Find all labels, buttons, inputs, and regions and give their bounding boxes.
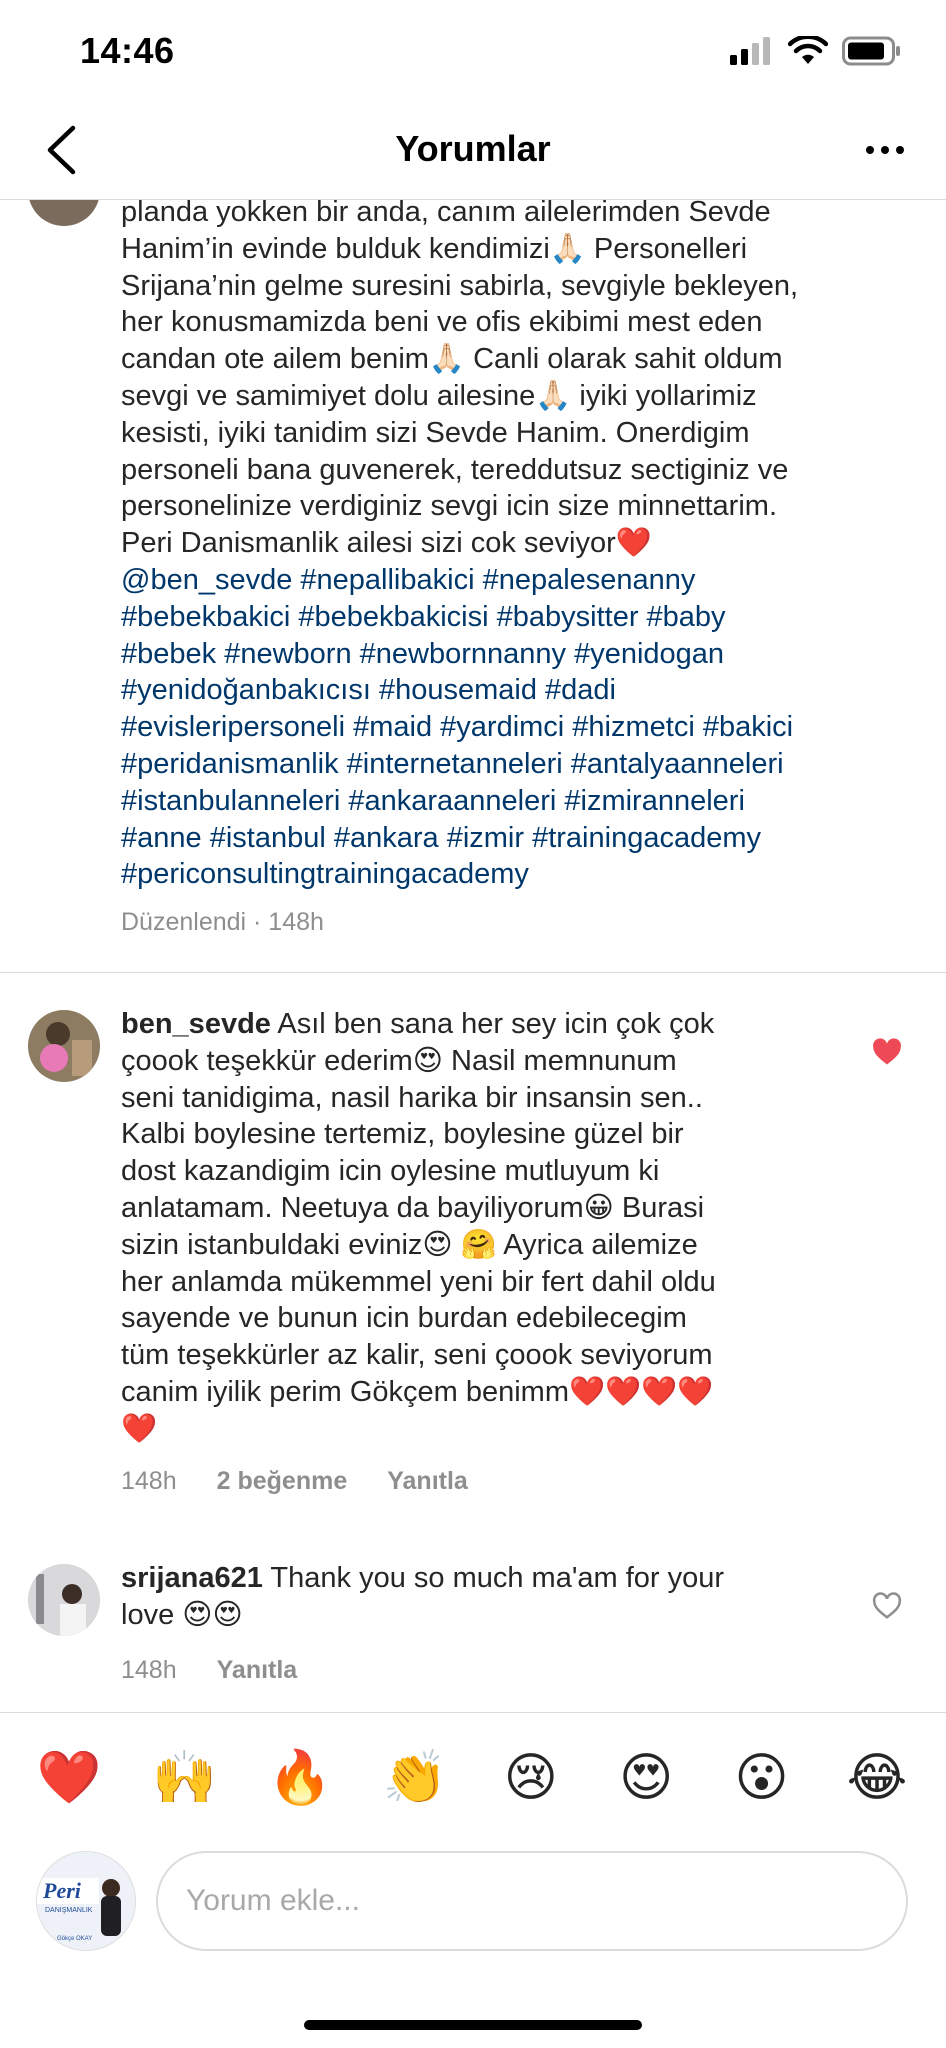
- comment-text: ben_sevde Asıl ben sana her sey icin çok çok çoook teşekkür ederim😍 Nasil memnunum seni tanidigima, nasil harika bir insansin sen.. Kalbi boylesine tertemiz, boylesine güzel bir dost kazandigim icin oylesine mutluyum ki anlatamam. Neetuya da bayiliyorum😀 Burasi sizin istanbuldaki eviniz😍 🤗 Ayrica ailemize her anlamda mükemmel yeni bir fert dahil oldu sayende ve bunun icin burdan edebilecegim tüm teşekkürler az kalir, seni çoook seviyorum canim iyilik perim Gökçem benimm❤️❤️❤️❤️ ❤️: [121, 1008, 716, 1445]
- emoji-clap-button[interactable]: 👏: [382, 1748, 448, 1807]
- caption-text: planda yokken bir anda, canım ailelerimden Sevde Hanim’in evinde bulduk kendimizi🙏🏻 Personelleri Srijana’nin gelme suresini sabirla, sevgiyle bekleyen, her konusmamizda beni ve ofis ekibimi mest eden candan ote ailem benim🙏🏻 Canli olarak sahit oldum sevgi ve samimiyet dolu ailesine🙏🏻 iyiki yollarimiz kesisti, iyiki tanidim sizi Sevde Hanim. Onerdigim personeli bana guvenerek, tereddutsuz sectiginiz ve personelinize verdiginiz sevgi icin size minnettarim. Peri Danismanlik ailesi sizi cok seviyor❤️ @ben_sevde #nepallibakici #nepalesenanny #bebekbakici #bebekbakicisi #babysitter #baby #bebek #newborn #newbornnanny #yenidogan #yenidoğanbakıcısı #housemaid #dadi #evisleripersoneli #maid #yardimci #hizmetci #bakici #peridanismanlik #internetanneleri #antalyaanneleri #istanbulanneleri #ankaraanneleri #izmiranneleri #anne #istanbul #ankara #izmir #trainingacademy #periconsultingtrainingacademy: [121, 200, 901, 893]
- wifi-icon: [788, 36, 828, 66]
- like-comment-button[interactable]: [872, 1038, 902, 1066]
- hashtag-line[interactable]: #peridanismanlik #internetanneleri #antalyaanneleri: [121, 747, 784, 780]
- emoji-quick-bar: [0, 1712, 946, 1842]
- cellular-signal-icon: [730, 37, 774, 65]
- comment-avatar-ben-sevde[interactable]: [28, 1010, 100, 1082]
- comment-meta: [121, 1467, 468, 1496]
- status-time: 14:46: [80, 30, 175, 71]
- hashtag-line[interactable]: #bebekbakici #bebekbakicisi #babysitter #baby: [121, 600, 726, 633]
- page-title: Yorumlar: [395, 128, 551, 169]
- status-icons: [730, 36, 902, 66]
- emoji-heart-button[interactable]: ❤️: [36, 1748, 102, 1807]
- my-avatar: [36, 1851, 136, 1951]
- emoji-laughing-button[interactable]: 😂: [846, 1748, 908, 1807]
- comment-composer: [0, 1845, 946, 1955]
- caption-meta: Düzenlendi · 148h: [121, 908, 324, 936]
- more-horizontal-icon: [865, 145, 905, 155]
- emoji-raised-hands-button[interactable]: 🙌: [152, 1748, 217, 1807]
- hashtag-line[interactable]: #anne #istanbul #ankara #izmir #trainingacademy: [121, 821, 761, 854]
- comment-time: 148h: [121, 1656, 177, 1684]
- header: [0, 100, 946, 200]
- comment-text: srijana621 Thank you so much ma'am for your love 😍😍: [121, 1562, 725, 1631]
- reply-button[interactable]: Yanıtla: [387, 1467, 468, 1495]
- svg-text:DANIŞMANLIK: DANIŞMANLIK: [45, 1907, 93, 1914]
- comment-username[interactable]: srijana621: [121, 1562, 263, 1594]
- hashtag-line[interactable]: #bebek #newborn #newbornnanny #yenidogan: [121, 637, 725, 670]
- comment-meta: [121, 1656, 297, 1685]
- heart-filled-icon: [872, 1038, 902, 1066]
- comment-time: 148h: [121, 1467, 177, 1495]
- emoji-fire-button[interactable]: 🔥: [267, 1748, 333, 1807]
- status-bar: [0, 0, 946, 100]
- home-indicator[interactable]: [304, 2020, 642, 2030]
- battery-icon: [842, 36, 902, 66]
- hashtag-line[interactable]: #periconsultingtrainingacademy: [121, 858, 529, 891]
- like-comment-button[interactable]: [872, 1592, 902, 1620]
- divider: [0, 972, 946, 973]
- hashtag-line[interactable]: #istanbulanneleri #ankaraanneleri #izmiranneleri: [121, 784, 745, 817]
- reply-button[interactable]: Yanıtla: [216, 1656, 298, 1684]
- hashtag-line[interactable]: #evisleripersoneli #maid #yardimci #hizmetci #bakici: [121, 711, 794, 744]
- comments-list[interactable]: [0, 200, 946, 1710]
- emoji-surprised-button[interactable]: 😮: [734, 1748, 789, 1807]
- caption-author-avatar[interactable]: [28, 200, 100, 226]
- hashtag-line[interactable]: #yenidoğanbakıcısı #housemaid #dadi: [121, 674, 616, 707]
- more-options-button[interactable]: [860, 130, 910, 170]
- emoji-cry-button[interactable]: 😢: [503, 1748, 558, 1807]
- svg-text:Peri: Peri: [43, 1878, 81, 1903]
- comment-username[interactable]: ben_sevde: [121, 1008, 271, 1040]
- comment-likes[interactable]: 2 beğenme: [216, 1467, 348, 1495]
- hashtag-line[interactable]: @ben_sevde #nepallibakici #nepalesenanny: [121, 563, 696, 596]
- emoji-heart-eyes-button[interactable]: 😍: [619, 1748, 674, 1807]
- svg-text:Gökçe OKAY: Gökçe OKAY: [57, 1936, 93, 1942]
- comment-input[interactable]: [156, 1851, 908, 1951]
- heart-outline-icon: [872, 1592, 902, 1620]
- comment-avatar-srijana621[interactable]: [28, 1564, 100, 1636]
